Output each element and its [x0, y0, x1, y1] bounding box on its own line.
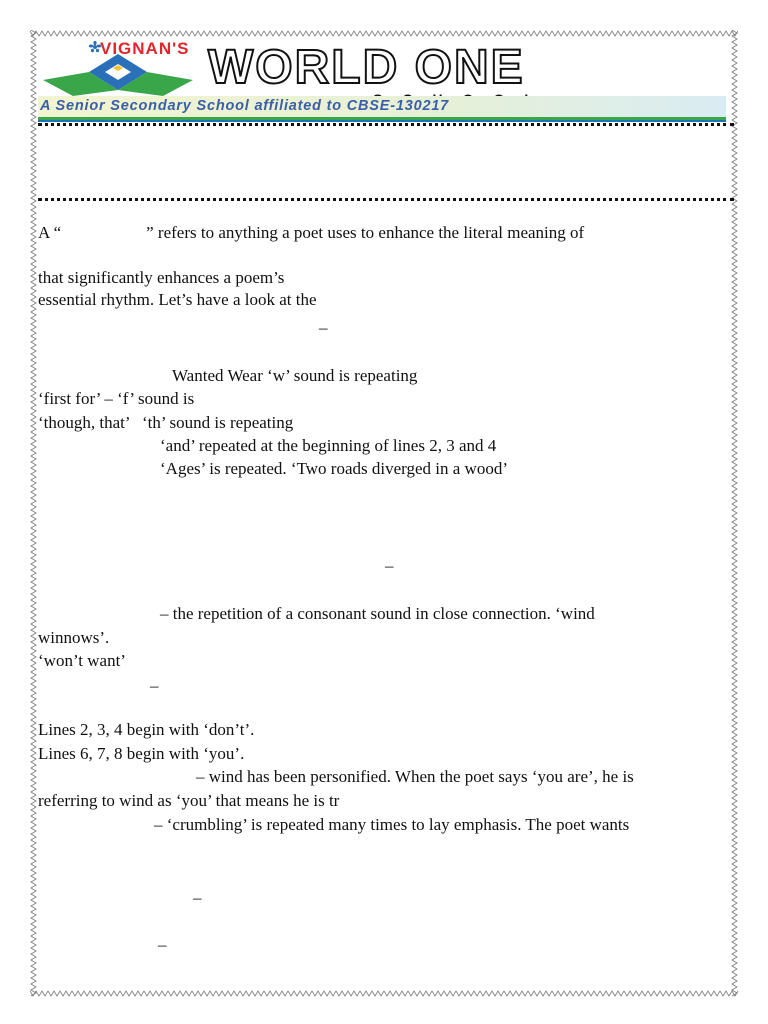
text-line: ‘Ages’ is repeated. ‘Two roads diverged in a wood’	[160, 459, 508, 478]
text-line: – wind has been personified. When the poet says ‘you are’, he is	[196, 767, 634, 786]
text-line: – ‘crumbling’ is repeated many times to lay emphasis. The poet wants	[154, 815, 630, 834]
school-header	[38, 38, 728, 122]
text-line: –	[150, 676, 159, 695]
school-logo-icon	[43, 52, 193, 98]
text-line: Wanted Wear ‘w’ sound is repeating	[172, 366, 418, 385]
text-line: ‘first for’ – ‘f’ sound is	[38, 389, 195, 408]
page-border-left	[30, 30, 37, 998]
text-line: essential rhythm. Let’s have a look at the	[38, 290, 317, 309]
text-line: winnows’.	[38, 628, 110, 647]
text-line: ‘and’ repeated at the beginning of lines 2, 3 and 4	[160, 436, 497, 455]
affiliation-text: A Senior Secondary School affiliated to CBSE-130217	[40, 98, 450, 114]
page-border-right	[731, 30, 738, 998]
school-brand: VIGNAN'S	[100, 39, 190, 58]
text-line: Lines 2, 3, 4 begin with ‘don’t’.	[38, 720, 255, 739]
text-line: ‘won’t want’	[38, 651, 126, 670]
text-line: – the repetition of a consonant sound in close connection. ‘wind	[160, 604, 595, 623]
dotted-divider-top	[38, 123, 734, 126]
text-line: referring to wind as ‘you’ that means he is tr	[38, 791, 340, 810]
text-line: –	[193, 888, 202, 907]
text-line: –	[385, 556, 394, 575]
text-line: –	[319, 318, 328, 337]
dotted-divider-bottom	[38, 198, 734, 201]
page-border-bottom	[30, 990, 738, 997]
school-title: WORLD ONE	[208, 41, 525, 94]
text-line: A “ ” refers to anything a poet uses to enhance the literal meaning of	[38, 223, 585, 242]
text-line: –	[158, 935, 167, 954]
text-line: that significantly enhances a poem’s	[38, 268, 285, 287]
page-border-top	[30, 30, 738, 37]
header-rule-blue	[38, 120, 726, 122]
text-line: ‘though, that’ ‘th’ sound is repeating	[38, 413, 294, 432]
text-line: Lines 6, 7, 8 begin with ‘you’.	[38, 744, 245, 763]
